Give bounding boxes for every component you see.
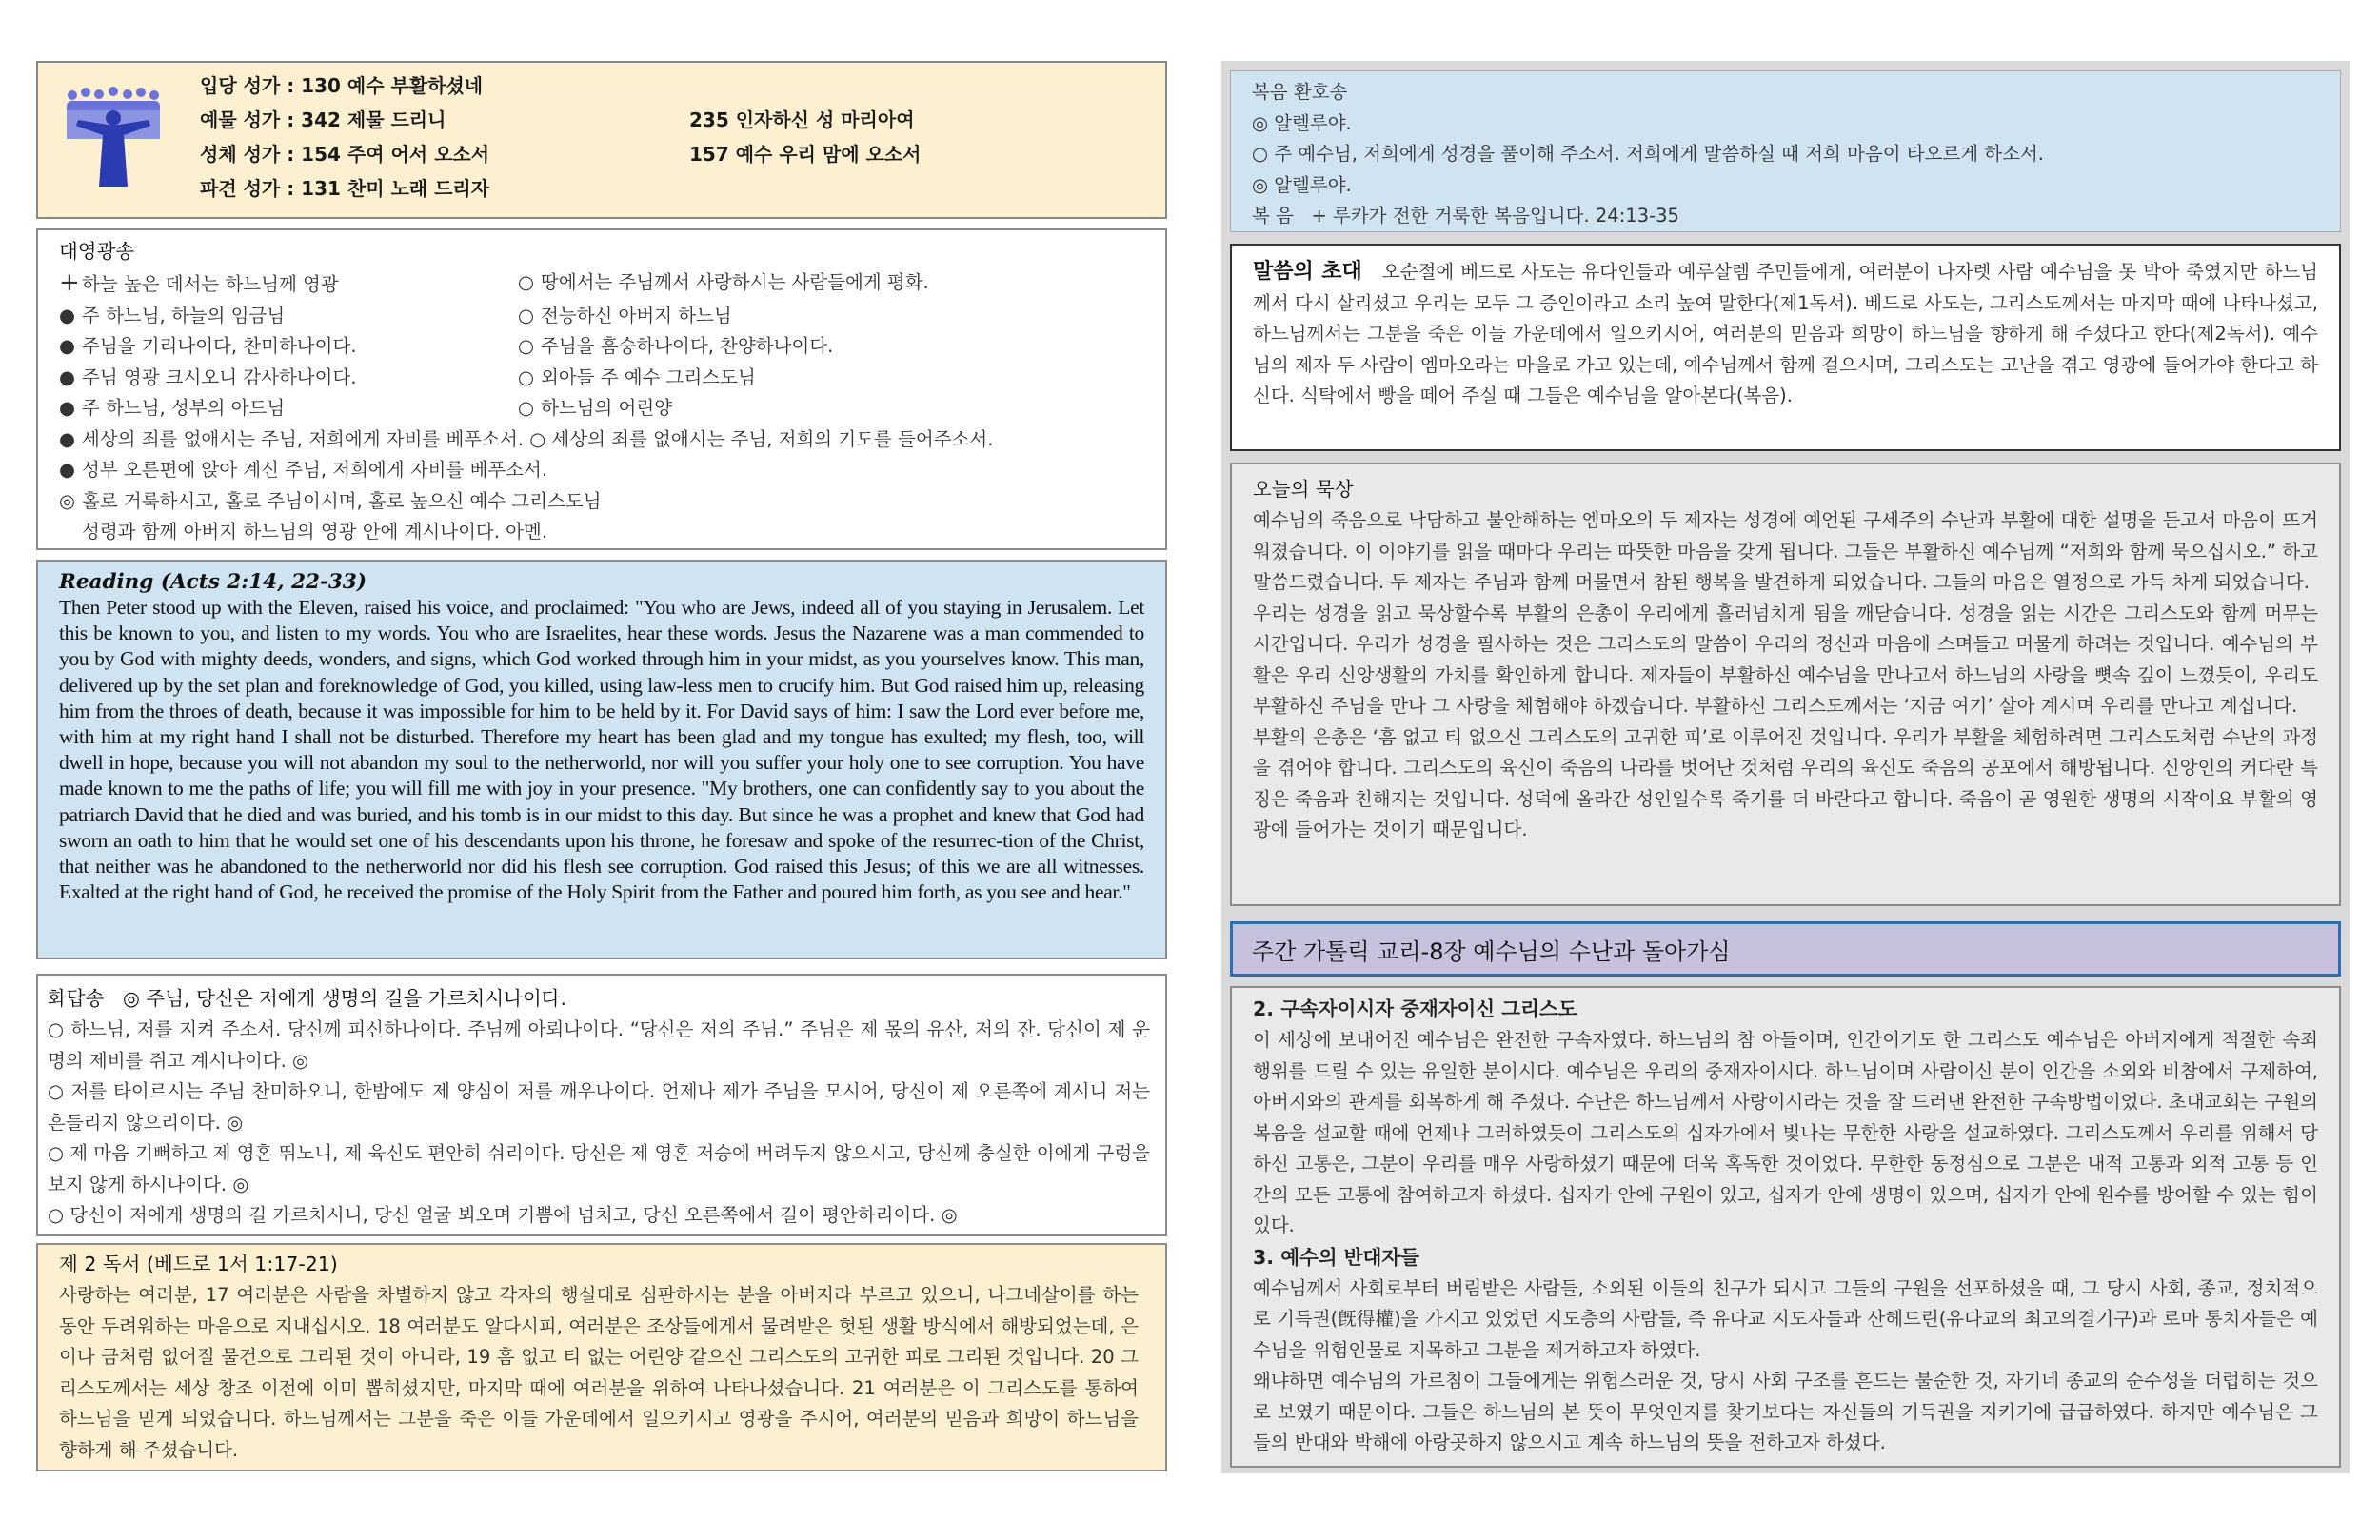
homily-intro-box (1230, 244, 2341, 451)
gloria-text: 성령과 함께 아버지 하느님의 영광 안에 계시나이다. 아멘. (82, 521, 548, 543)
gloria-row (59, 301, 1146, 332)
meditation-box (1230, 463, 2341, 906)
psalm-title: 화답송 (48, 987, 105, 1010)
meditation-paragraph: 예수님의 죽음으로 낙담하고 불안해하는 엠마오의 두 제자는 성경에 예언된 구세주의 수난과 부활에 대한 설명을 듣고서 마음이 뜨거워졌습니다. 이 이야기를 읽을 때마다 우리는 따뜻한 마음을 갖게 됩니다. 그들은 부활하신 예수님께 “저희와 함께 묵으십시오.” 하고 말씀드렸습니다. 두 제자는 주님과 함께 머물면서 참된 행복을 발견하게 되었습니다. 그들의 마음은 열정으로 가득 차게 되었습니다. (1253, 509, 2318, 593)
psalm-heading (48, 983, 1150, 1015)
offertory-hymn: 예물 성가 : 342 제물 드리니 (200, 109, 446, 131)
gloria-text: 하늘 높은 데서는 하느님께 영광 (82, 273, 339, 295)
gloria-row (59, 424, 1146, 456)
communion-hymn-alt: 157 예수 우리 맘에 오소서 (689, 143, 922, 166)
catechism-paragraph: 왜냐하면 예수님의 가르침이 그들에게는 위험스러운 것, 당시 사회 구조를 흔드는 불순한 것, 자기네 종교의 순수성을 더럽히는 것으로 보였기 때문이다. 그들은 하느님의 본 뜻이 무엇인지를 찾기보다는 자신들의 기득권을 지키기에 급급하였다. 하지만 예수님은 그들의 반대와 박해에 아랑곳하지 않으시고 계속 하느님의 뜻을 전하고자 하셨다. (1253, 1370, 2318, 1453)
meditation-paragraph: 우리는 성경을 읽고 묵상할수록 부활의 은총이 우리에게 흘러넘치게 됨을 깨닫습니다. 성경을 읽는 시간은 그리스도와 함께 머무는 시간입니다. 우리가 성경을 필사하는 것은 그리스도의 말씀이 우리의 정신과 마음에 스며들고 머물게 하려는 것입니다. 예수님의 부활은 우리 신앙생활의 가치를 확인하게 합니다. 제자들이 부활하신 예수님을 만나고서 하느님의 사랑을 뼛속 깊이 느꼈듯이, 우리도 부활하신 주님을 만나 그 사랑을 체험해야 하겠습니다. 부활하신 그리스도께서는 ‘지금 여기’ 살아 계시며 우리를 만나고 계십니다. (1253, 602, 2318, 717)
gloria-text: 주님을 흠숭하나이다, 찬양하나이다. (541, 335, 834, 357)
gloria-row (59, 486, 1146, 518)
gloria-row (59, 455, 1146, 486)
acclamation-line: ◎ 알렐루야. (1252, 111, 1352, 134)
open-circle-icon: ○ (518, 271, 535, 293)
gloria-title: 대영광송 (59, 240, 135, 263)
gloria-text: 성부 오른편에 앉아 계신 주님, 저희에게 자비를 베푸소서. (82, 459, 548, 481)
gloria-row (59, 517, 1146, 548)
reading-body: Then Peter stood up with the Eleven, raised his voice, and proclaimed: "You who are Jews, indeed all of you staying in Jerusalem. Let this be known to you, and listen to my words. You who are Israelites, hear these words. Jesus the Nazarene was a man commended to you by God with mighty deeds, wonders, and signs, which God worked through him in your midst, as you yourselves know. This man, delivered up by the set plan and foreknowledge of God, you killed, using law-less men to crucify him. But God raised him up, releasing him from the throes of death, because it was impossible for him to be held by it. For David says of him: I saw the Lord ever before me, with him at my right hand I shall not be disturbed. Therefore my heart has been glad and my tongue has exulted; my flesh, too, will dwell in hope, because you will not abandon my soul to the netherworld, nor will you suffer your holy one to see corruption. You have made known to me the paths of life; you will fill me with joy in your presence. "My brothers, one can confidently say to you about the patriarch David that he died and was buried, and his tomb is in our midst to this day. But since he was a prophet and knew that God had sworn an oath to him that he would set one of his descendants upon his throne, he foresaw and spoke of the resurrec-tion of the Christ, that neither was he abandoned to the netherworld nor did his flesh see corruption. God raised this Jesus; of this we are all witnesses. Exalted at the right hand of God, he received the promise of the Holy Spirit from the Father and poured him forth, as you see and hear." (59, 596, 1144, 904)
second-reading-box (36, 1243, 1167, 1471)
psalm-verse: ○ 하느님, 저를 지켜 주소서. 당신께 피신하나이다. 주님께 아뢰나이다. “당신은 저의 주님.” 주님은 제 몫의 유산, 저의 잔. 당신이 제 운명의 제비를 쥐고 계시나이다. ◎ (48, 1018, 1150, 1072)
psalm-verse: ○ 저를 타이르시는 주님 찬미하오니, 한밤에도 제 양심이 저를 깨우나이다. 언제나 제가 주님을 모시어, 당신이 제 오른쪽에 계시니 저는 흔들리지 않으리이다. ◎ (48, 1080, 1150, 1134)
gloria-text: 외아들 주 예수 그리스도님 (541, 365, 756, 388)
entrance-hymn: 입당 성가 : 130 예수 부활하셨네 (200, 74, 484, 97)
communion-hymn: 성체 성가 : 154 주여 어서 오소서 (200, 143, 490, 166)
catechism-box (1230, 986, 2341, 1468)
gloria-box (36, 228, 1167, 550)
cross-icon: + (59, 268, 80, 297)
gloria-text: 주님 영광 크시오니 감사하나이다. (82, 365, 357, 388)
gloria-row (59, 331, 1146, 363)
gloria-row (59, 267, 1146, 301)
gospel-acclamation-box (1230, 70, 2341, 232)
acclamation-line: ○ 주 예수님, 저희에게 성경을 풀이해 주소서. 저희에게 말씀하실 때 저희 마음이 타오르게 하소서. (1252, 143, 2044, 165)
gospel-citation: 복 음 + 루카가 전한 거룩한 복음입니다. 24:13-35 (1252, 205, 1679, 227)
catechism-section-title: 2. 구속자이시자 중재자이신 그리스도 (1253, 997, 1577, 1020)
open-circle-icon: ○ (518, 365, 535, 388)
homily-title: 말씀의 초대 (1253, 260, 1362, 284)
filled-circle-icon: ● (59, 397, 76, 419)
dismissal-hymn: 파견 성가 : 131 찬미 노래 드리자 (200, 177, 490, 200)
psalm-box (36, 974, 1167, 1236)
gloria-text: 세상의 죄를 없애시는 주님, 저희에게 자비를 베푸소서. ○ 세상의 죄를 없애시는 주님, 저희의 기도를 들어주소서. (82, 427, 994, 450)
catechism-paragraph: 예수님께서 사회로부터 버림받은 사람들, 소외된 이들의 친구가 되시고 그들의 구원을 선포하셨을 때, 그 당시 사회, 종교, 정치적으로 기득권(旣得權)을 가지고 있었던 지도층의 사람들, 즉 유다교 지도자들과 산헤드린(유다교의 최고의결기구)과 로마 통치자들은 예수님을 위험인물로 지목하고 그분을 제거하고자 하였다. (1253, 1276, 2318, 1361)
homily-body: 오순절에 베드로 사도는 유다인들과 예루살렘 주민들에게, 여러분이 나자렛 사람 예수님을 못 박아 죽였지만 하느님께서 다시 살리셨고 우리는 모두 그 증인이라고 소리 높여 말한다(제1독서). 베드로 사도는, 그리스도께서는 마지막 때에 나타나셨고, 하느님께서는 그분을 죽은 이들 가운데에서 일으키시어, 여러분의 믿음과 희망이 하느님을 향하게 해 주셨다고 한다(제2독서). 예수님의 제자 두 사람이 엠마오라는 마을로 가고 있는데, 예수님께서 함께 걸으시며, 그리스도는 고난을 겪고 영광에 들어가야 한다고 하신다. 식탁에서 빵을 떼어 주실 때 그들은 예수님을 알아본다(복음). (1253, 261, 2318, 406)
reading-title: Reading (Acts 2:14, 22-33) (59, 570, 367, 594)
gloria-text: 전능하신 아버지 하느님 (541, 304, 732, 326)
acclamation-title: 복음 환호송 (1252, 81, 1348, 103)
gloria-text: 주님을 기리나이다, 찬미하나이다. (82, 335, 357, 357)
gloria-text: 홀로 거룩하시고, 홀로 주님이시며, 홀로 높으신 예수 그리스도님 (82, 489, 602, 512)
meditation-title: 오늘의 묵상 (1253, 478, 1354, 501)
gloria-text: 땅에서는 주님께서 사랑하시는 사람들에게 평화. (541, 271, 929, 293)
gloria-text: 하느님의 어린양 (541, 397, 673, 419)
open-circle-icon: ○ (518, 335, 535, 357)
double-circle-icon: ◎ (59, 489, 76, 512)
catechism-paragraph: 이 세상에 보내어진 예수님은 완전한 구속자였다. 하느님의 참 아들이며, 인간이기도 한 그리스도 예수님은 아버지에게 적절한 속죄행위를 드릴 수 있는 유일한 분이시다. 예수님은 우리의 중재자이시다. 하느님이며 사람이신 분이 인간을 소외와 비참에서 구제하여, 아버지와의 관계를 회복하게 해 주셨다. 수난은 하느님께서 사랑이시라는 것을 잘 드러낸 완전한 구속방법이었다. 초대교회는 구원의 복음을 설교할 때에 언제나 그러하였듯이 그리스도의 십자가에서 빛나는 무한한 사랑을 설교하였다. 그리스도께서 우리를 위해서 당하신 고통은, 그분이 우리를 매우 사랑하셨기 때문에 더욱 혹독한 것이었다. 무한한 동정심으로 그분은 내적 고통과 외적 고통 등 인간의 모든 고통에 참여하고자 하셨다. 십자가 안에 구원이 있고, 십자가 안에 생명이 있으며, 십자가 안에 원수를 방어할 수 있는 힘이 있다. (1253, 1029, 2318, 1236)
second-reading-title: 제 2 독서 (베드로 1서 1:17-21) (59, 1253, 338, 1275)
choir-logo-icon (61, 82, 166, 192)
offertory-hymn-alt: 235 인자하신 성 마리아여 (689, 109, 915, 131)
gloria-text: 주 하느님, 하늘의 임금님 (82, 304, 286, 326)
psalm-verse: ○ 제 마음 기뻐하고 제 영혼 뛰노니, 제 육신도 편안히 쉬리이다. 당신은 제 영혼 저승에 버려두지 않으시고, 당신께 충실한 이에게 구렁을 보지 않게 하시나이다. ◎ (48, 1142, 1150, 1195)
open-circle-icon: ○ (518, 397, 535, 419)
filled-circle-icon: ● (59, 304, 76, 326)
gloria-row (59, 393, 1146, 424)
catechism-section-title: 3. 예수의 반대자들 (1253, 1245, 1419, 1269)
psalm-response: ◎ 주님, 당신은 저에게 생명의 길을 가르치시나이다. (122, 987, 567, 1010)
psalm-verse: ○ 당신이 저에게 생명의 길 가르치시니, 당신 얼굴 뵈오며 기쁨에 넘치고, 당신 오른쪽에서 길이 평안하리이다. ◎ (48, 1204, 958, 1226)
gloria-text: 주 하느님, 성부의 아드님 (82, 397, 286, 419)
first-reading-box (36, 560, 1167, 959)
filled-circle-icon: ● (59, 365, 76, 388)
meditation-paragraph: 부활의 은총은 ‘흠 없고 티 없으신 그리스도의 고귀한 피’로 이루어진 것입니다. 우리가 부활을 체험하려면 그리스도처럼 수난의 과정을 겪어야 합니다. 그리스도의 육신이 죽음의 나라를 벗어난 것처럼 우리의 육신도 죽음의 공포에서 해방됩니다. 신앙인의 커다란 특징은 죽음과 친해지는 것입니다. 성덕에 올라간 성인일수록 죽기를 더 바란다고 합니다. 죽음이 곧 영원한 생명의 시작이요 부활의 영광에 들어가는 것이기 때문입니다. (1253, 725, 2318, 840)
open-circle-icon: ○ (518, 304, 535, 326)
filled-circle-icon: ● (59, 335, 76, 357)
gloria-row (59, 363, 1146, 394)
homily-paragraph (1253, 257, 2318, 412)
filled-circle-icon: ● (59, 427, 76, 450)
catechism-title: 주간 가톨릭 교리-8장 예수님의 수난과 돌아가심 (1230, 921, 2341, 977)
acclamation-line: ◎ 알렐루야. (1252, 173, 1352, 196)
second-reading-body: 사랑하는 여러분, 17 여러분은 사람을 차별하지 않고 각자의 행실대로 심판하시는 분을 아버지라 부르고 있으니, 나그네살이를 하는 동안 두려워하는 마음으로 지내십시오. 18 여러분도 알다시피, 여러분은 조상들에게서 물려받은 헛된 생활 방식에서 해방되었는데, 은이나 금처럼 없어질 물건으로 그리된 것이 아니라, 19 흠 없고 티 없는 어린양 같으신 그리스도의 고귀한 피로 그리된 것입니다. 20 그리스도께서는 세상 창조 이전에 이미 뽑히셨지만, 마지막 때에 여러분을 위하여 나타나셨습니다. 21 여러분은 이 그리스도를 통하여 하느님을 믿게 되었습니다. 하느님께서는 그분을 죽은 이들 가운데에서 일으키시고 영광을 주시어, 여러분의 믿음과 희망이 하느님을 향하게 해 주셨습니다. (59, 1284, 1139, 1461)
hymns-box (36, 61, 1167, 219)
filled-circle-icon: ● (59, 459, 76, 481)
